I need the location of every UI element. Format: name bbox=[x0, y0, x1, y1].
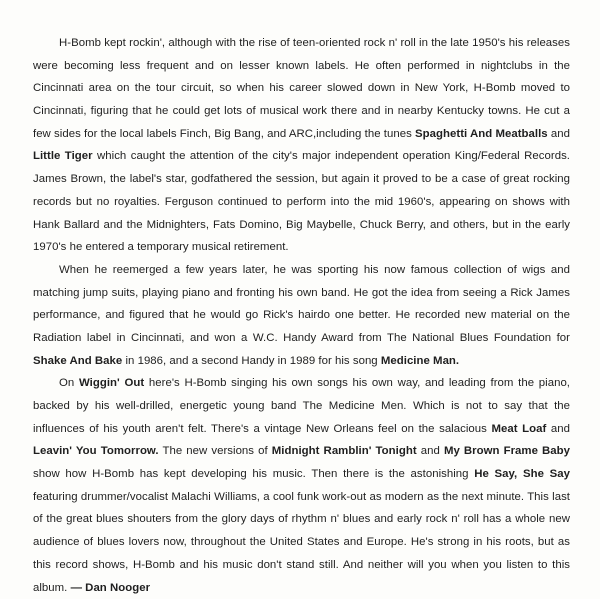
paragraph-1 bbox=[33, 32, 570, 259]
song-title: He Say, She Say bbox=[474, 468, 570, 481]
song-title: Midnight Ramblin' Tonight bbox=[271, 445, 417, 458]
body-text: and bbox=[547, 127, 570, 140]
song-title: Leavin' You Tomorrow. bbox=[33, 445, 159, 458]
body-text: and bbox=[416, 445, 444, 458]
body-text: here's H-Bomb singing his own songs his own way, and leading from the piano, backed by his well-drilled, energetic young band The Medicine Men. Which is not to say that the influences of his youth aren't felt. There's a vintage New Orleans feel on the salacious bbox=[33, 377, 571, 435]
paragraph-2-text bbox=[33, 264, 570, 367]
body-text: When he reemerged a few years later, he was sporting his now famous collection of wigs and matching jump suits, playing piano and fronting his own band. He got the idea from seeing a Rick James performance, and figured that he would go Rick's hairdo one better. He recorded new material on the Radiation label in Cincinnati, and won a W.C. Handy Award from The National Blues Foundation for bbox=[33, 263, 570, 344]
song-title: Shake And Bake bbox=[33, 354, 123, 367]
body-text: in 1986, and a second Handy in 1989 for his song bbox=[122, 354, 381, 367]
body-text: featuring drummer/vocalist Malachi Williams, a cool funk work-out as modern as the next minute. This last of the great blues shouters from the glory days of rhythm n' blues and early rock n' roll has a whole new audience of blues lovers now, throughout the United States and Europe. He's strong in his roots, but as this record shows, H-Bomb and his music don't stand still. And neither will you when you listen to this album. bbox=[33, 490, 570, 594]
song-title: Wiggin' Out bbox=[78, 377, 145, 390]
song-title: Spaghetti And Meatballs bbox=[415, 127, 548, 140]
liner-notes-body bbox=[33, 32, 570, 599]
song-title: My Brown Frame Baby bbox=[443, 445, 570, 458]
body-text: and bbox=[546, 422, 570, 435]
paragraph-2 bbox=[33, 259, 570, 372]
body-text: which caught the attention of the city's major independent operation King/Federal Records. James Brown, the label's star, godfathered the session, but again it proved to be a case of great rocking records but no royalties. Ferguson continued to perform into the mid 1960's, appearing on shows with Hank Ballard and the Midnighters, Fats Domino, Big Maybelle, Chuck Berry, and others, but in the early 1970's he entered a temporary musical retirement. bbox=[33, 150, 570, 254]
song-title: Medicine Man. bbox=[380, 354, 460, 367]
paragraph-3 bbox=[33, 372, 570, 599]
paragraph-1-text bbox=[33, 37, 570, 253]
body-text: On bbox=[59, 377, 79, 390]
body-text: The new versions of bbox=[158, 445, 272, 458]
song-title: Little Tiger bbox=[33, 150, 93, 163]
body-text: show how H-Bomb has kept developing his music. Then there is the astonishing bbox=[33, 468, 475, 481]
song-title: Meat Loaf bbox=[491, 422, 547, 435]
paragraph-3-text bbox=[33, 377, 570, 593]
body-text: H-Bomb kept rockin', although with the rise of teen-oriented rock n' roll in the late 1950's his releases were becoming less frequent and on lesser known labels. He often performed in nightclubs in the Cincinnati area on the tour circuit, so when his career slowed down in New York, H-Bomb moved to Cincinnati, figuring that he could get lots of musical work there and in nearby Kentucky towns. He cut a few sides for the local labels Finch, Big Bang, and ARC,including the tunes bbox=[33, 37, 570, 140]
author-signature: — Dan Nooger bbox=[67, 581, 151, 594]
